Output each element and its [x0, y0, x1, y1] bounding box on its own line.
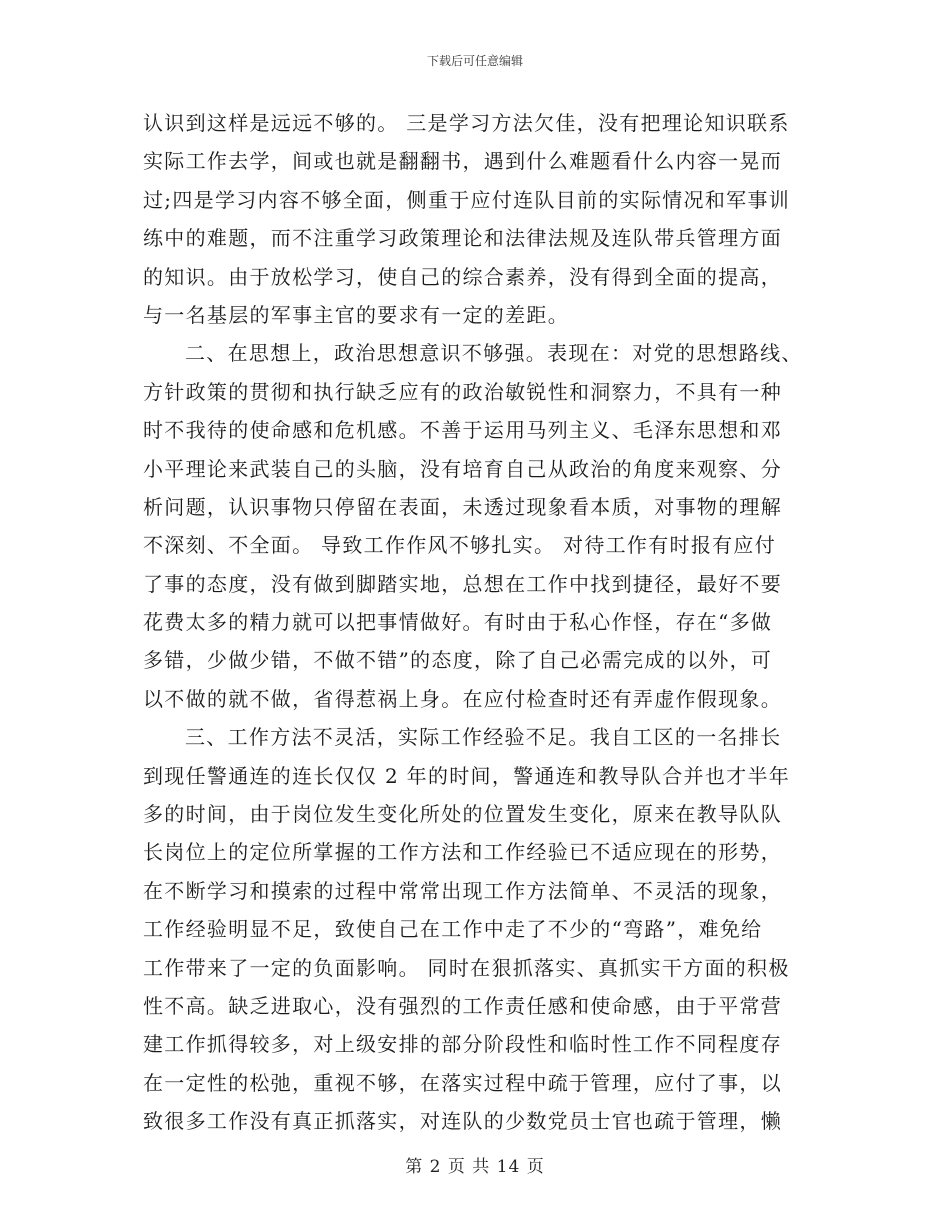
text-line: 时不我待的使命感和危机感。不善于运用马列主义、毛泽东思想和邓 — [143, 418, 782, 443]
text-line: 过;四是学习内容不够全面，侧重于应付连队目前的实际情况和军事训 — [143, 187, 791, 212]
text-line: 性不高。缺乏进取心，没有强烈的工作责任感和使命感，由于平常营 — [143, 993, 782, 1018]
text-line: 的知识。由于放松学习，使自己的综合素养，没有得到全面的提高， — [143, 264, 782, 289]
text-line: 在不断学习和摸索的过程中常常出现工作方法简单、不灵活的现象， — [143, 878, 782, 903]
text-line: 多错，少做少错，不做不错”的态度，除了自己必需完成的以外，可 — [143, 648, 773, 673]
text-line: 以不做的就不做，省得惹祸上身。在应付检查时还有弄虚作假现象。 — [143, 686, 782, 711]
paragraph-start-line: 三、工作方法不灵活，实际工作经验不足。我自工区的一名排长 — [185, 725, 782, 750]
text-line: 花费太多的精力就可以把事情做好。有时由于私心作怪，存在“多做 — [143, 610, 773, 635]
text-line: 长岗位上的定位所掌握的工作方法和工作经验已不适应现在的形势， — [143, 840, 782, 865]
text-line: 方针政策的贯彻和执行缺乏应有的政治敏锐性和洞察力，不具有一种 — [143, 379, 782, 404]
text-line: 析问题，认识事物只停留在表面，未透过现象看本质，对事物的理解 — [143, 494, 782, 519]
text-line: 到现任警通连的连长仅仅 2 年的时间，警通连和教导队合并也才半年 — [143, 763, 791, 788]
text-line: 致很多工作没有真正抓落实，对连队的少数党员士官也疏于管理，懒 — [143, 1109, 782, 1134]
text-line: 小平理论来武装自己的头脑，没有培育自己从政治的角度来观察、分 — [143, 456, 782, 481]
paragraph-start-line: 二、在思想上，政治思想意识不够强。表现在：对党的思想路线、 — [185, 341, 803, 366]
text-line: 在一定性的松弛，重视不够，在落实过程中疏于管理，应付了事，以 — [143, 1070, 782, 1095]
text-line: 不深刻、不全面。 导致工作作风不够扎实。 对待工作有时报有应付 — [143, 533, 777, 558]
page-header-note: 下载后可任意编辑 — [426, 54, 523, 68]
text-line: 多的时间，由于岗位发生变化所处的位置发生变化，原来在教导队队 — [143, 802, 782, 827]
text-line: 练中的难题，而不注重学习政策理论和法律法规及连队带兵管理方面 — [143, 226, 782, 251]
text-line: 建工作抓得较多，对上级安排的部分阶段性和临时性工作不同程度存 — [143, 1032, 782, 1057]
text-line: 工作带来了一定的负面影响。 同时在狠抓落实、真抓实干方面的积极 — [143, 955, 790, 980]
page-number: 第 2 页 共 14 页 — [405, 1157, 545, 1177]
text-line: 实际工作去学，间或也就是翻翻书，遇到什么难题看什么内容一晃而 — [143, 149, 782, 174]
text-line: 与一名基层的军事主官的要求有一定的差距。 — [143, 302, 569, 327]
document-body — [143, 104, 807, 1141]
text-line: 工作经验明显不足，致使自己在工作中走了不少的“弯路”，难免给 — [143, 917, 763, 942]
text-line: 了事的态度，没有做到脚踏实地，总想在工作中找到捷径，最好不要 — [143, 571, 782, 596]
text-line: 认识到这样是远远不够的。 三是学习方法欠佳，没有把理论知识联系 — [143, 111, 790, 135]
